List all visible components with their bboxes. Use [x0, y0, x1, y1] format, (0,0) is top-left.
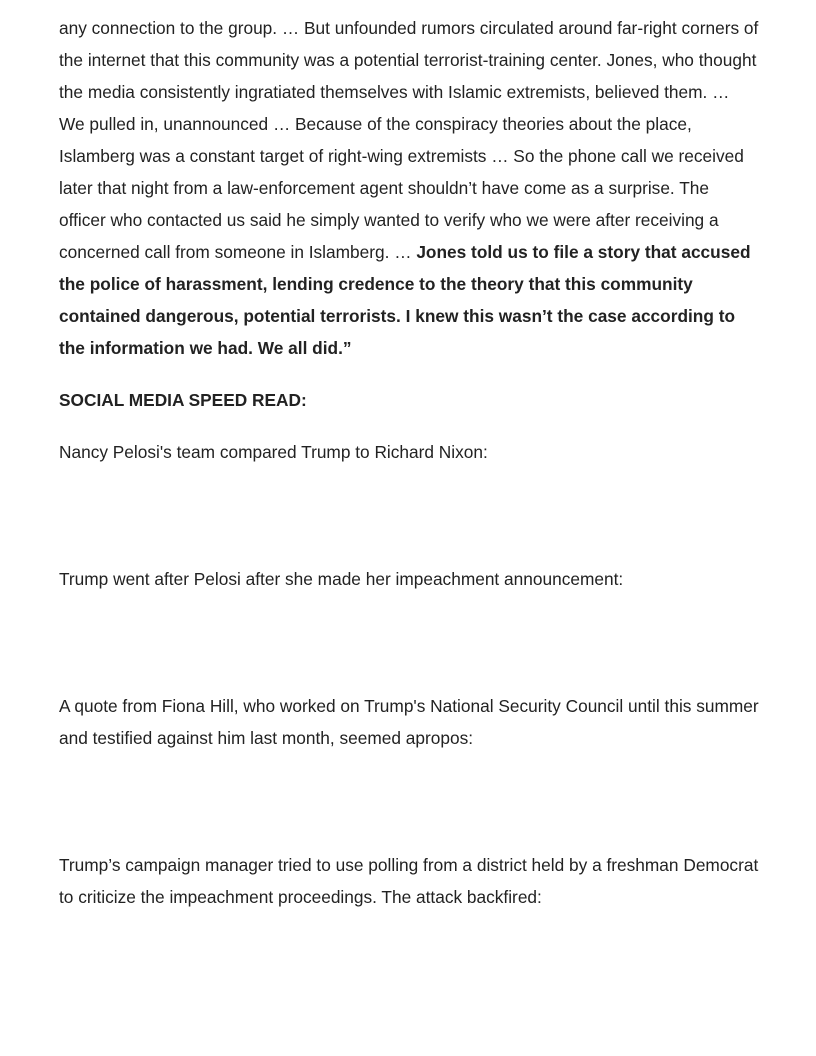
article-body: [59, 12, 759, 913]
speed-read-item: Trump’s campaign manager tried to use polling from a district held by a freshman Democrat to criticize the impeachment proceedings. The attack backfired:: [59, 855, 759, 907]
speed-read-item: Nancy Pelosi's team compared Trump to Richard Nixon:: [59, 442, 488, 462]
speed-read-item: A quote from Fiona Hill, who worked on Trump's National Security Council until this summer and testified against him last month, seemed apropos:: [59, 696, 759, 748]
embed-placeholder: [59, 754, 759, 849]
quote-text: any connection to the group. … But unfounded rumors circulated around far-right corners of the internet that this community was a potential terrorist-training center. Jones, who thought the media consistently ingratiated themselves with Islamic extremists, believed them. … We pulled in, unannounced … Because of the conspiracy theories about the place, Islamberg was a constant target of right-wing extremists … So the phone call we received later that night from a law-enforcement agent shouldn’t have come as a surprise. The officer who contacted us said he simply wanted to verify who we were after receiving a concerned call from someone in Islamberg. …: [59, 18, 759, 262]
embed-placeholder: [59, 595, 759, 690]
speed-read-item: Trump went after Pelosi after she made her impeachment announcement:: [59, 569, 624, 589]
section-heading: SOCIAL MEDIA SPEED READ:: [59, 390, 307, 410]
quote-bold-text: Jones told us to file a story that accused the police of harassment, lending credence to the theory that this community contained dangerous, potential terrorists. I knew this wasn’t the case according to the information we had. We all did.”: [59, 242, 751, 358]
spacer: [59, 364, 759, 384]
quote-paragraph: [59, 12, 759, 364]
spacer: [59, 416, 759, 436]
embed-placeholder: [59, 468, 759, 563]
